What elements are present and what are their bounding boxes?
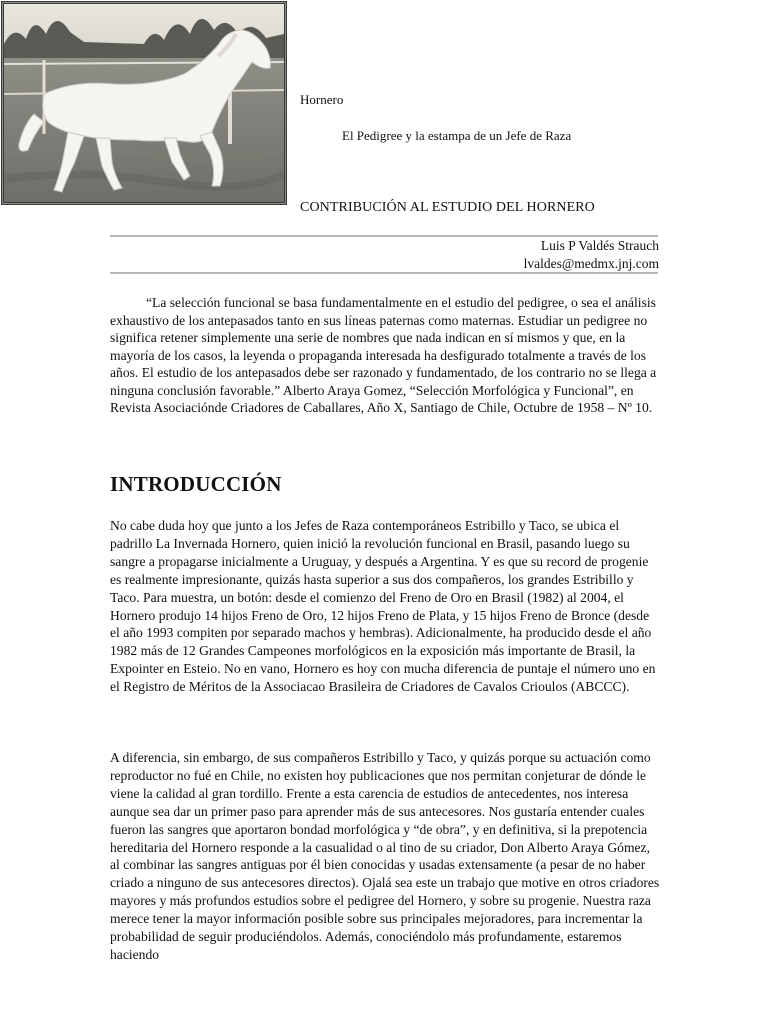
author-name: Luis P Valdés Strauch [540,238,659,253]
photo-caption-subtitle: El Pedigree y la estampa de un Jefe de Raza [342,128,572,143]
body-paragraph-1: No cabe duda hoy que junto a los Jefes de Raza contemporáneos Estribillo y Taco, se ubica el padrillo La Invernada Hornero, quien inició la revolución funcional en Brasil, pasando luego su sangre a propagarse inicialmente a Uruguay, y después a Argentina. Y es que su record de progenie es realmente impresionante, quizás hasta superior a sus dos compañeros, los grandes Estribillo y Taco. Para muestra, un botón: desde el comienzo del Freno de Oro en Brasil (1982) al 2004, el Hornero produjo 14 hijos Freno de Oro, 12 hijos Freno de Plata, y 15 hijos Freno de Bronce (desde el año 1993 compiten por separado machos y hembras). Adicionalmente, ha producido desde el año 1982 más de 12 Grandes Campeones morfológicos en la exposición más importante de Brasil, la Expointer en Esteio. No en vano, Hornero es hoy con mucha diferencia de puntaje el número uno en el Registro de Méritos de la Associacao Brasileira de Criadores de Cavalos Crioulos (ABCCC). [110,518,656,695]
epigraph-quote: “La selección funcional se basa fundamentalmente en el estudio del pedigree, o sea el análisis exhaustivo de los antepasados tanto en sus líneas paternas como maternas. Estudiar un pedigree no significa retener simplemente una serie de nombres que nada indican en sí mismos y que, en la mayoría de los casos, la leyenda o propaganda interesada ha desfigurado totalmente a través de los años. El estudio de los antepasados debe ser razonado y fundamentado, de los contrario no se llega a ninguna conclusión favorable.” Alberto Araya Gomez, “Selección Morfológica y Funcional”, en Revista Asociaciónde Criadores de Caballares, Año X, Santiago de Chile, Octubre de 1958 – Nº 10. [110,295,657,415]
horse-photo [1,1,287,205]
divider-bottom [110,272,658,274]
section-heading: INTRODUCCIÓN [110,472,282,496]
photo-caption-name: Hornero [300,92,344,107]
horse-photo-image [4,4,284,202]
document-title: CONTRIBUCIÓN AL ESTUDIO DEL HORNERO [300,200,595,215]
author-block [524,237,659,273]
author-email: lvaldes@medmx.jnj.com [523,256,659,271]
body-paragraph-2: A diferencia, sin embargo, de sus compañeros Estribillo y Taco, y quizás porque su actuación como reproductor no fué en Chile, no existen hoy publicaciones que nos permitan conjeturar de dónde le viene la calidad al gran tordillo. Frente a esta carencia de estudios de antecedentes, nos interesa aunque sea dar un primer paso para aprender más de sus antecesores. Nos gustaría entender cuales fueron las sangres que aportaron bondad morfológica y “de obra”, y en definitiva, si la prepotencia hereditaria del Hornero responde a la casualidad o al tino de su criador, Don Alberto Araya Gómez, al combinar las sangres antiguas por él bien conocidas y usadas extensamente (a pesar de no haber criado a ninguno de sus antecesores directos). Ojalá sea este un trabajo que motive en otros criadores mayores y más profundos estudios sobre el pedigree del Hornero, y sobre su progenie. Nuestra raza merece tener la mayor información posible sobre sus principales mejoradores, para incrementar la probabilidad de seguir produciéndolos. Además, conociéndolo más profundamente, estaremos haciendo [110,750,660,962]
